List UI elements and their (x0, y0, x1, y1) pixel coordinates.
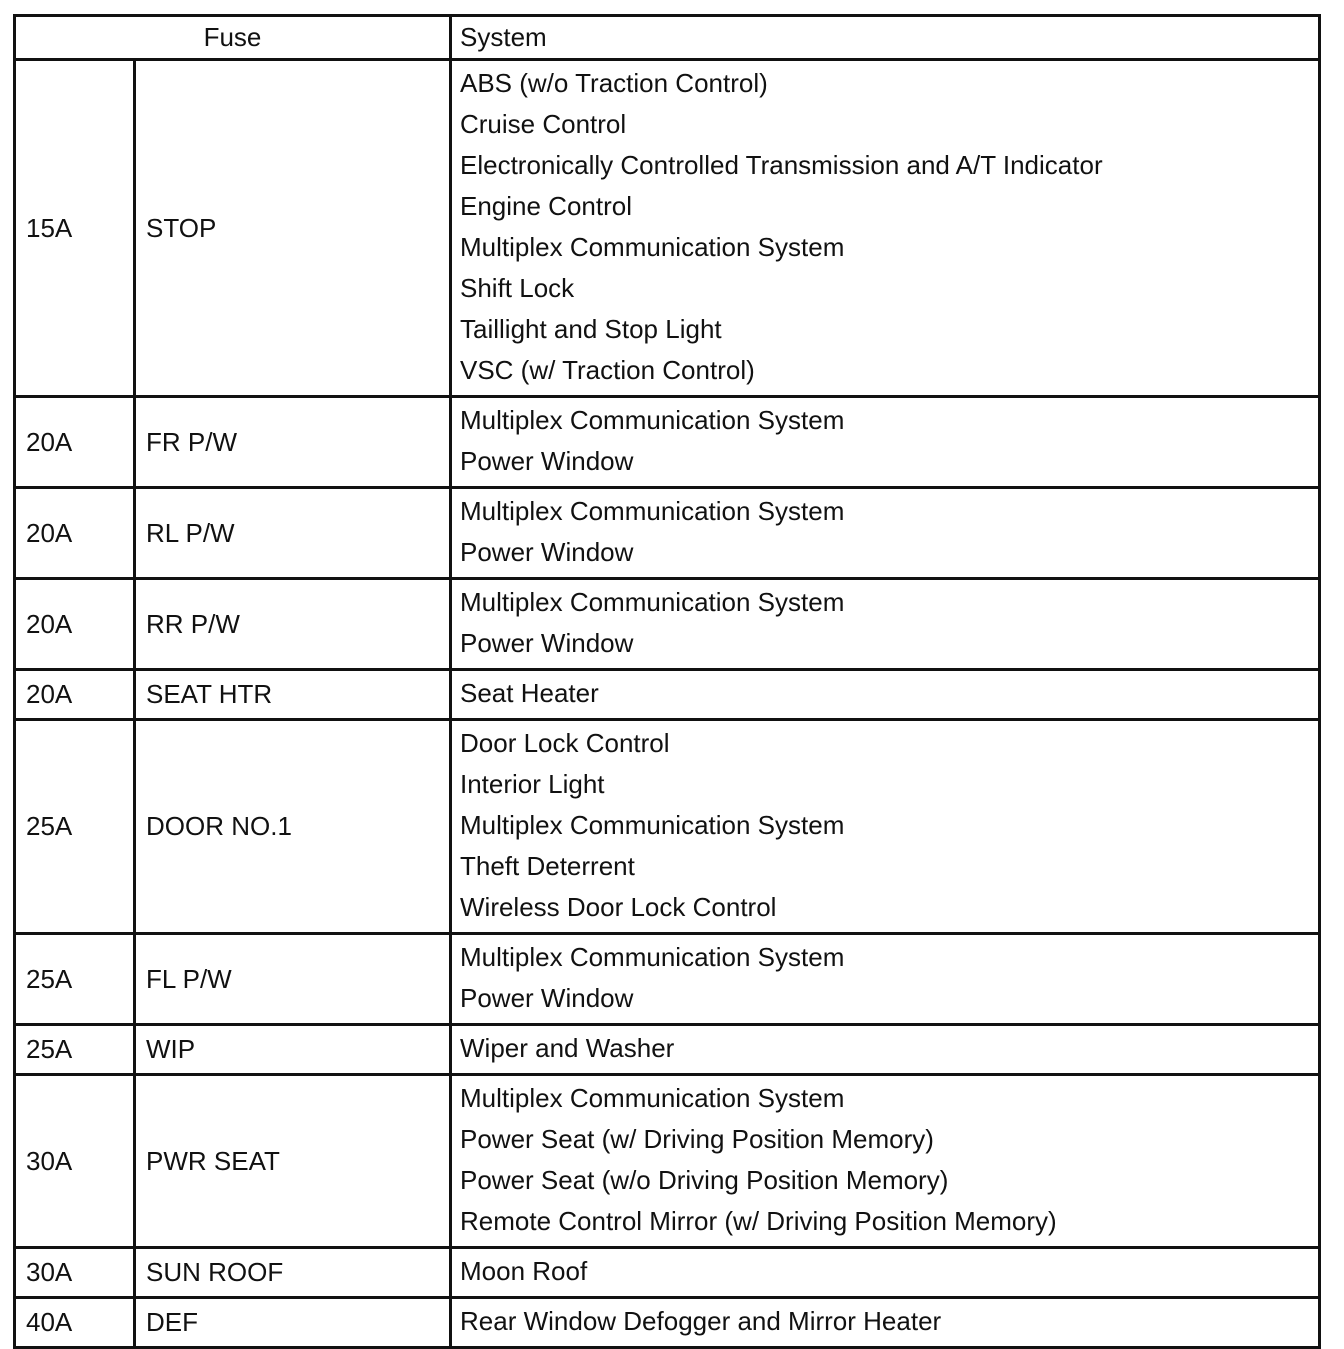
fuse-name: WIP (135, 1025, 451, 1075)
system-list (451, 720, 1320, 934)
fuse-row (15, 934, 1320, 1025)
fuse-amperage: 20A (15, 488, 135, 579)
system-item: Wireless Door Lock Control (460, 892, 777, 922)
system-item: Taillight and Stop Light (460, 314, 722, 344)
system-list (451, 670, 1320, 720)
system-item: Seat Heater (460, 678, 599, 708)
system-list (451, 60, 1320, 397)
system-header: System (451, 16, 1320, 60)
fuse-name: FL P/W (135, 934, 451, 1025)
system-item: Power Window (460, 983, 634, 1013)
system-item: Theft Deterrent (460, 851, 635, 881)
system-item: Multiplex Communication System (460, 587, 845, 617)
system-item: Rear Window Defogger and Mirror Heater (460, 1306, 942, 1336)
system-item: Electronically Controlled Transmission and A/T Indicator (460, 150, 1103, 180)
fuse-amperage: 20A (15, 670, 135, 720)
fuse-name: RL P/W (135, 488, 451, 579)
system-item: Wiper and Washer (460, 1033, 675, 1063)
fuse-amperage: 25A (15, 1025, 135, 1075)
system-item: Multiplex Communication System (460, 1083, 845, 1113)
system-item: ABS (w/o Traction Control) (460, 68, 768, 98)
fuse-amperage: 30A (15, 1075, 135, 1248)
system-item: Multiplex Communication System (460, 942, 845, 972)
fuse-name: SUN ROOF (135, 1248, 451, 1298)
fuse-amperage: 20A (15, 579, 135, 670)
fuse-row (15, 1298, 1320, 1348)
system-item: Power Seat (w/o Driving Position Memory) (460, 1165, 949, 1195)
fuse-name: RR P/W (135, 579, 451, 670)
system-item: Power Window (460, 628, 634, 658)
fuse-amperage: 30A (15, 1248, 135, 1298)
fuse-row (15, 670, 1320, 720)
fuse-amperage: 15A (15, 60, 135, 397)
system-list (451, 579, 1320, 670)
system-item: Power Seat (w/ Driving Position Memory) (460, 1124, 934, 1154)
fuse-row (15, 397, 1320, 488)
fuse-name: DOOR NO.1 (135, 720, 451, 934)
fuse-name: FR P/W (135, 397, 451, 488)
system-list (451, 1298, 1320, 1348)
fuse-name: STOP (135, 60, 451, 397)
fuse-amperage: 25A (15, 934, 135, 1025)
fuse-name: DEF (135, 1298, 451, 1348)
header-row (15, 16, 1320, 60)
system-item: Moon Roof (460, 1256, 588, 1286)
fuse-name: SEAT HTR (135, 670, 451, 720)
fuse-row (15, 1025, 1320, 1075)
fuse-amperage: 40A (15, 1298, 135, 1348)
system-item: Multiplex Communication System (460, 232, 845, 262)
system-item: Multiplex Communication System (460, 496, 845, 526)
system-item: Interior Light (460, 769, 605, 799)
system-item: Engine Control (460, 191, 632, 221)
fuse-row (15, 1075, 1320, 1248)
system-item: Power Window (460, 446, 634, 476)
system-list (451, 934, 1320, 1025)
system-item: Power Window (460, 537, 634, 567)
system-list (451, 1248, 1320, 1298)
system-list (451, 1075, 1320, 1248)
fuse-row (15, 1248, 1320, 1298)
system-list (451, 1025, 1320, 1075)
fuse-amperage: 25A (15, 720, 135, 934)
fuse-row (15, 720, 1320, 934)
fuse-name: PWR SEAT (135, 1075, 451, 1248)
system-item: Shift Lock (460, 273, 575, 303)
fuse-row (15, 60, 1320, 397)
system-item: Door Lock Control (460, 728, 670, 758)
fuse-amperage: 20A (15, 397, 135, 488)
system-item: Multiplex Communication System (460, 810, 845, 840)
system-list (451, 488, 1320, 579)
system-list (451, 397, 1320, 488)
fuse-header: Fuse (15, 16, 451, 60)
fuse-row (15, 579, 1320, 670)
system-item: Remote Control Mirror (w/ Driving Position Memory) (460, 1206, 1057, 1236)
system-item: Cruise Control (460, 109, 627, 139)
system-item: Multiplex Communication System (460, 405, 845, 435)
fuse-row (15, 488, 1320, 579)
fuse-table (13, 14, 1321, 1349)
system-item: VSC (w/ Traction Control) (460, 355, 755, 385)
